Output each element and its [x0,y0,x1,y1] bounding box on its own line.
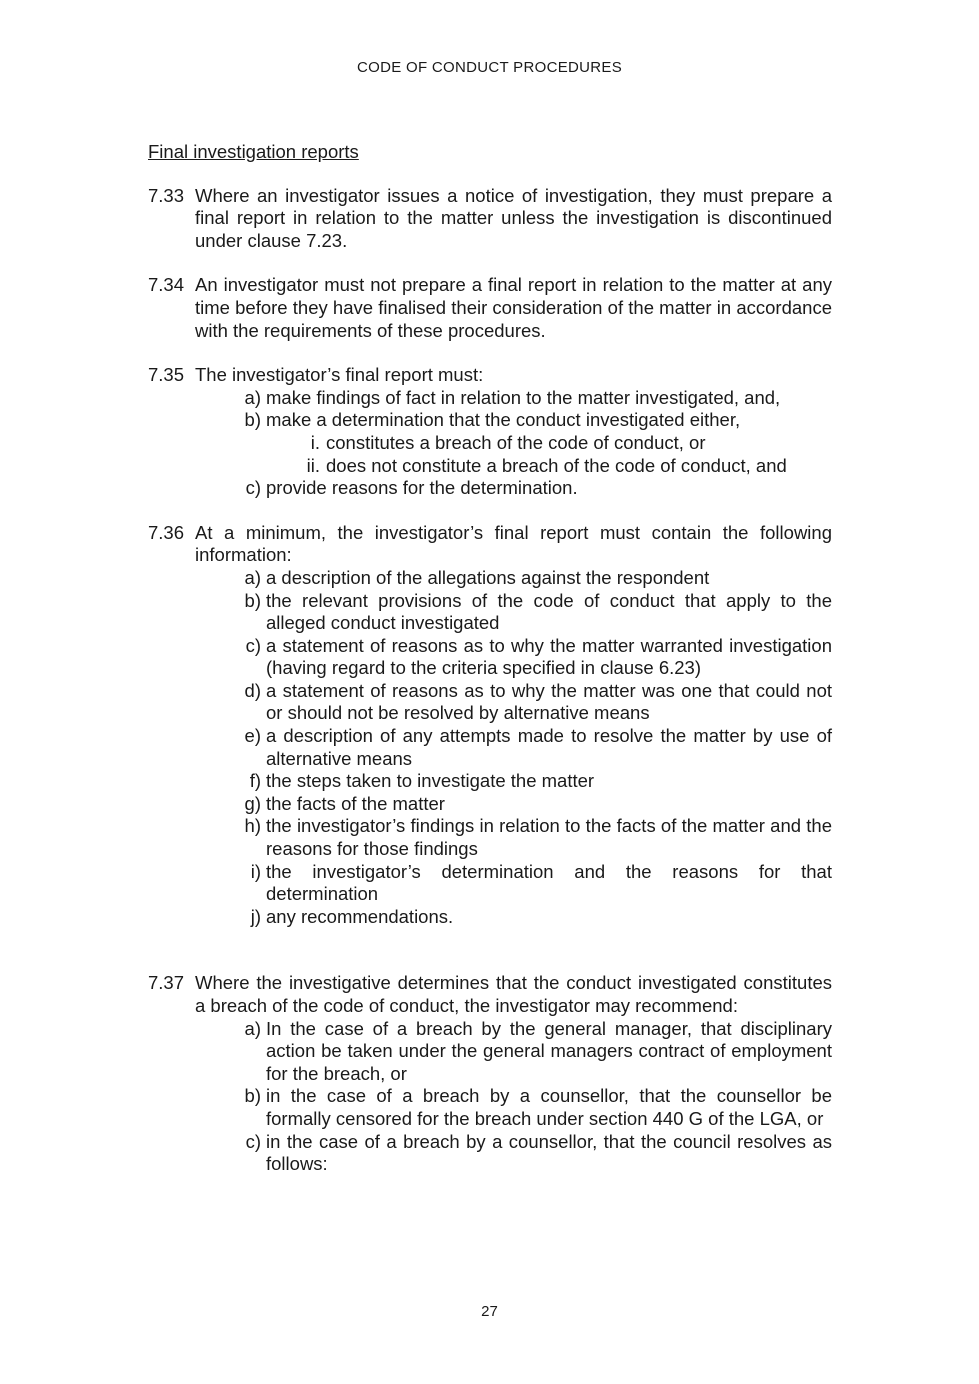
list-item [233,770,832,793]
item-text: make a determination that the conduct investigated either, [266,409,741,431]
spacer [148,950,832,972]
clause-number: 7.36 [148,521,185,543]
item-text: the relevant provisions of the code of conduct that apply to the alleged conduct investigated [266,589,832,634]
clause-text: At a minimum, the investigator’s final report must contain the following information: [195,521,832,566]
item-label: h) [244,815,261,837]
clause-7-33 [148,185,832,253]
item-label: i) [250,860,261,882]
item-text: a statement of reasons as to why the matter warranted investigation (having regard to the criteria specified in clause 6.23) [266,634,832,679]
item-text: constitutes a breach of the code of conduct, or [326,431,706,453]
list-item [233,635,832,680]
item-label: g) [244,792,261,814]
roman-list-item [291,432,832,455]
list-item [233,1131,832,1176]
clause-7-36 [148,522,832,929]
section-title: Final investigation reports [148,141,359,162]
clause-body [195,364,832,500]
clause-number: 7.33 [148,184,185,206]
clause-7-35 [148,364,832,500]
item-label: ii. [306,454,320,476]
item-label: j) [250,905,261,927]
list-item [233,793,832,816]
item-label: f) [249,770,261,792]
item-label: i. [310,431,320,453]
clause-body [195,522,832,929]
clause-text: An investigator must not prepare a final report in relation to the matter at any time before they have finalised their consideration of the matter in accordance with the requirements of these procedures. [195,274,832,341]
clause-number: 7.34 [148,274,185,296]
item-text: a statement of reasons as to why the matter was one that could not or should not be resolved by alternative means [266,679,832,724]
running-header: CODE OF CONDUCT PROCEDURES [356,59,623,76]
item-label: a) [244,386,261,408]
list-item [233,567,832,590]
list-item [233,409,832,432]
item-label: d) [244,679,261,701]
item-text: provide reasons for the determination. [266,477,578,499]
list-item [233,906,832,929]
clause-text: Where the investigative determines that the conduct investigated constitutes a breach of the code of conduct, the investigator may recommend: [195,972,832,1016]
item-text: the investigator’s findings in relation to the facts of the matter and the reasons for those findings [266,815,832,860]
item-text: In the case of a breach by the general manager, that disciplinary action be taken under the general managers contract of employment for the breach, or [266,1017,832,1084]
roman-list-item [291,455,832,478]
page-body [148,141,832,1198]
item-label: e) [244,725,261,747]
item-label: b) [244,1085,261,1107]
item-text: a description of any attempts made to resolve the matter by use of alternative means [266,725,832,769]
page-number: 27 [481,1303,498,1320]
clause-text: Where an investigator issues a notice of investigation, they must prepare a final report in relation to the matter unless the investigation is discontinued under clause 7.23. [195,184,832,251]
list-item [233,815,832,860]
item-label: b) [244,409,261,431]
list-item [233,725,832,770]
clause-text: The investigator’s final report must: [195,364,484,386]
item-text: the steps taken to investigate the matter [266,770,595,792]
item-text: in the case of a breach by a counsellor, that the counsellor be formally censored for the breach under section 440 G of the LGA, or [266,1085,832,1129]
item-text: the facts of the matter [266,792,445,814]
item-text: does not constitute a breach of the code of conduct, and [326,454,787,476]
item-label: a) [244,566,261,588]
item-label: c) [245,634,261,656]
list-item [233,477,832,500]
item-text: in the case of a breach by a counsellor, that the council resolves as follows: [266,1130,832,1175]
item-label: c) [245,477,261,499]
clause-number: 7.37 [148,972,185,994]
item-text: the investigator’s determination and the reasons for that determination [266,860,832,905]
list-item [233,1085,832,1130]
clause-number: 7.35 [148,364,185,386]
list-item [233,387,832,410]
item-label: c) [245,1130,261,1152]
item-text: any recommendations. [266,905,454,927]
list-item [233,680,832,725]
item-text: make findings of fact in relation to the matter investigated, and, [266,386,781,408]
list-item [233,1018,832,1086]
clause-7-37 [148,972,832,1175]
clause-7-34 [148,274,832,342]
item-text: a description of the allegations against the respondent [266,566,710,588]
list-item [233,861,832,906]
item-label: b) [244,589,261,611]
item-label: a) [244,1017,261,1039]
clause-body [195,972,832,1175]
list-item [233,590,832,635]
